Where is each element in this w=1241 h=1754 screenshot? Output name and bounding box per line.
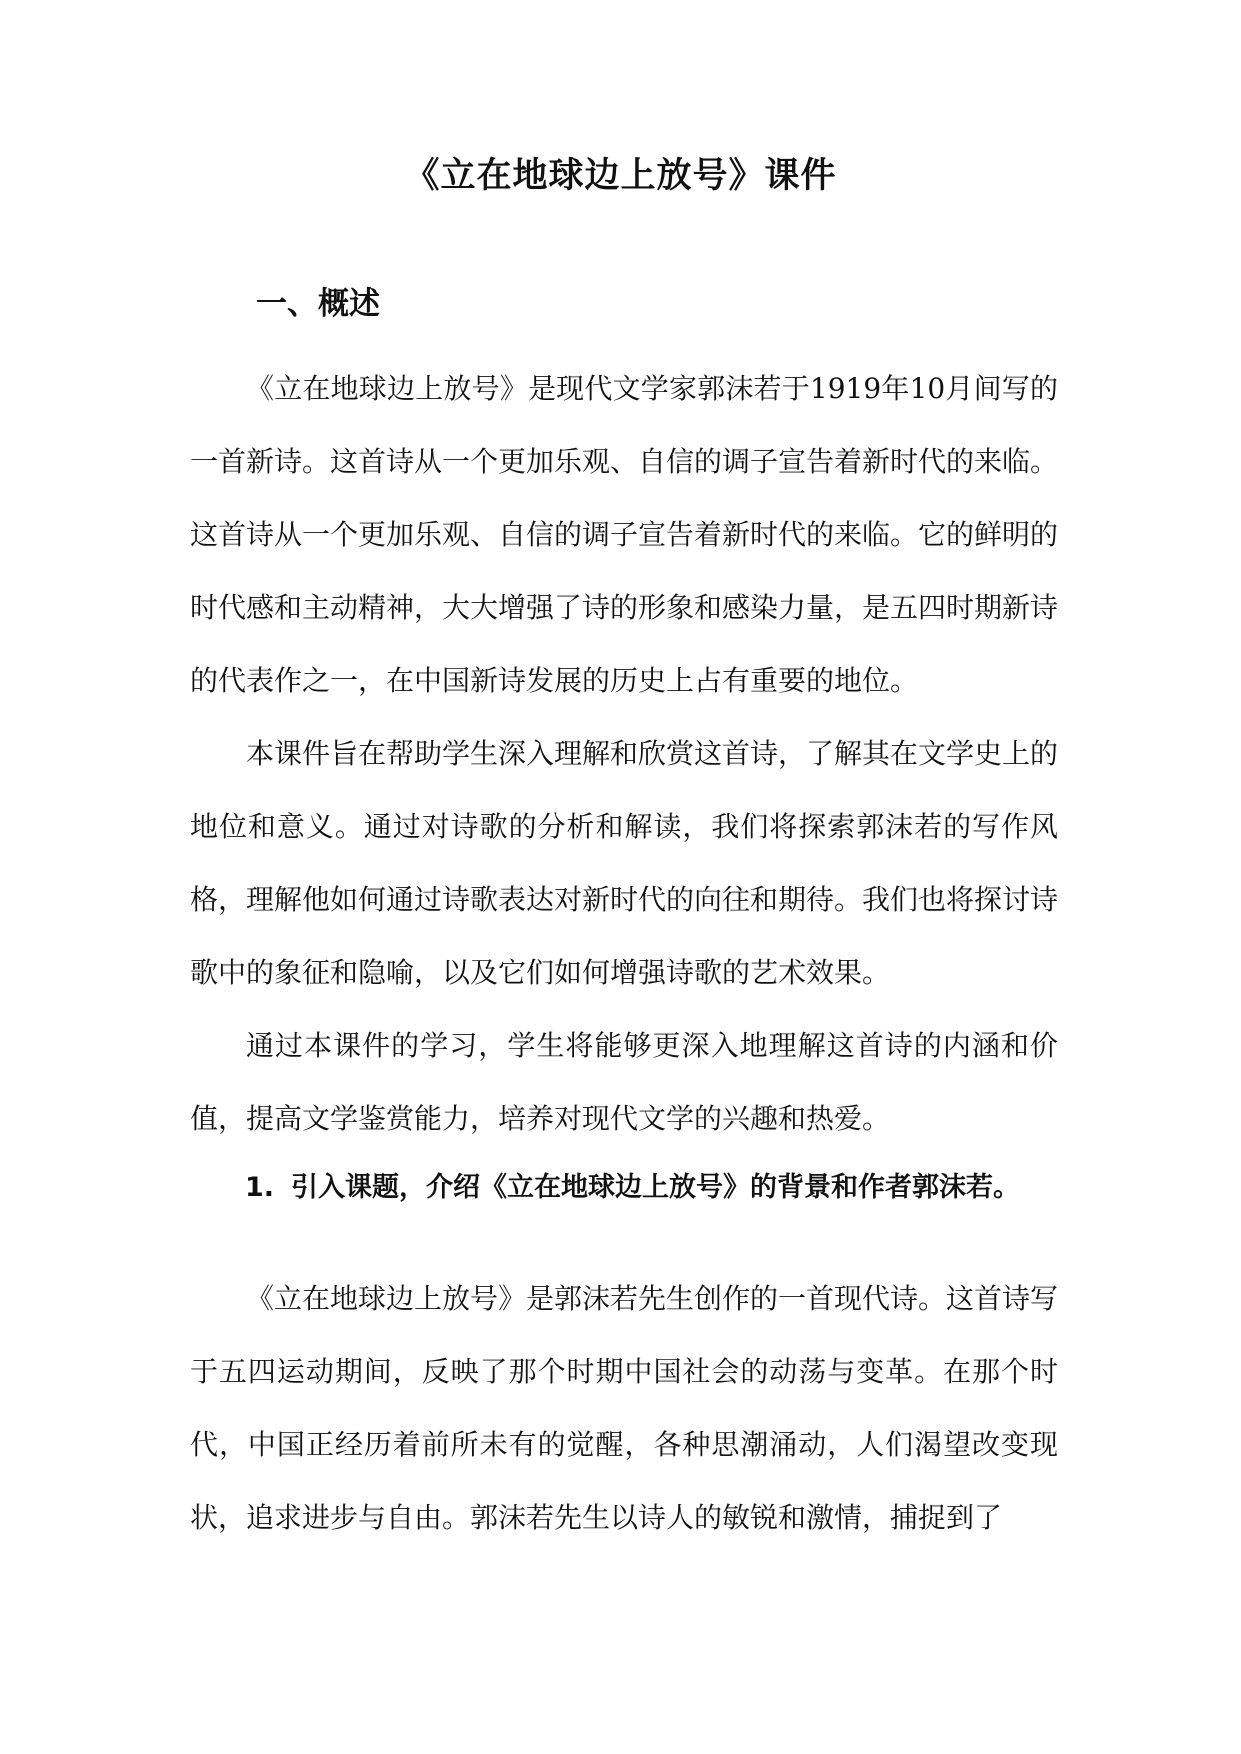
section-heading-overview: 一、概述 xyxy=(256,286,380,322)
subheading-introduction xyxy=(245,1162,1020,1214)
overview-paragraph: 本课件旨在帮助学生深入理解和欣赏这首诗，了解其在文学史上的地位和意义。通过对诗歌的分析和解读，我们将探索郭沫若的写作风格，理解他如何通过诗歌表达对新时代的向往和期待。我们也将探讨诗歌中的象征和隐喻，以及它们如何增强诗歌的艺术效果。 xyxy=(190,737,1059,989)
subheading-text: 引入课题，介绍《立在地球边上放号》的背景和作者郭沫若。 xyxy=(291,1172,1020,1203)
document-title: 《立在地球边上放号》课件 xyxy=(404,156,837,196)
overview-paragraph: 《立在地球边上放号》是现代文学家郭沫若于1919年10月间写的一首新诗。这首诗从一个更加乐观、自信的调子宣告着新时代的来临。这首诗从一个更加乐观、自信的调子宣告着新时代的来临。它的鲜明的时代感和主动精神，大大增强了诗的形象和感染力量，是五四时期新诗的代表作之一，在中国新诗发展的历史上占有重要的地位。 xyxy=(190,372,1059,697)
overview-paragraph: 通过本课件的学习，学生将能够更深入地理解这首诗的内涵和价值，提高文学鉴赏能力，培养对现代文学的兴趣和热爱。 xyxy=(190,1029,1058,1135)
background-text xyxy=(190,1262,1058,1554)
overview-text xyxy=(190,352,1058,1155)
subheading-number: 1. xyxy=(245,1172,275,1203)
background-paragraph: 《立在地球边上放号》是郭沫若先生创作的一首现代诗。这首诗写于五四运动期间，反映了那个时期中国社会的动荡与变革。在那个时代，中国正经历着前所未有的觉醒，各种思潮涌动，人们渴望改变现状，追求进步与自由。郭沫若先生以诗人的敏锐和激情，捕捉到了 xyxy=(190,1282,1059,1534)
